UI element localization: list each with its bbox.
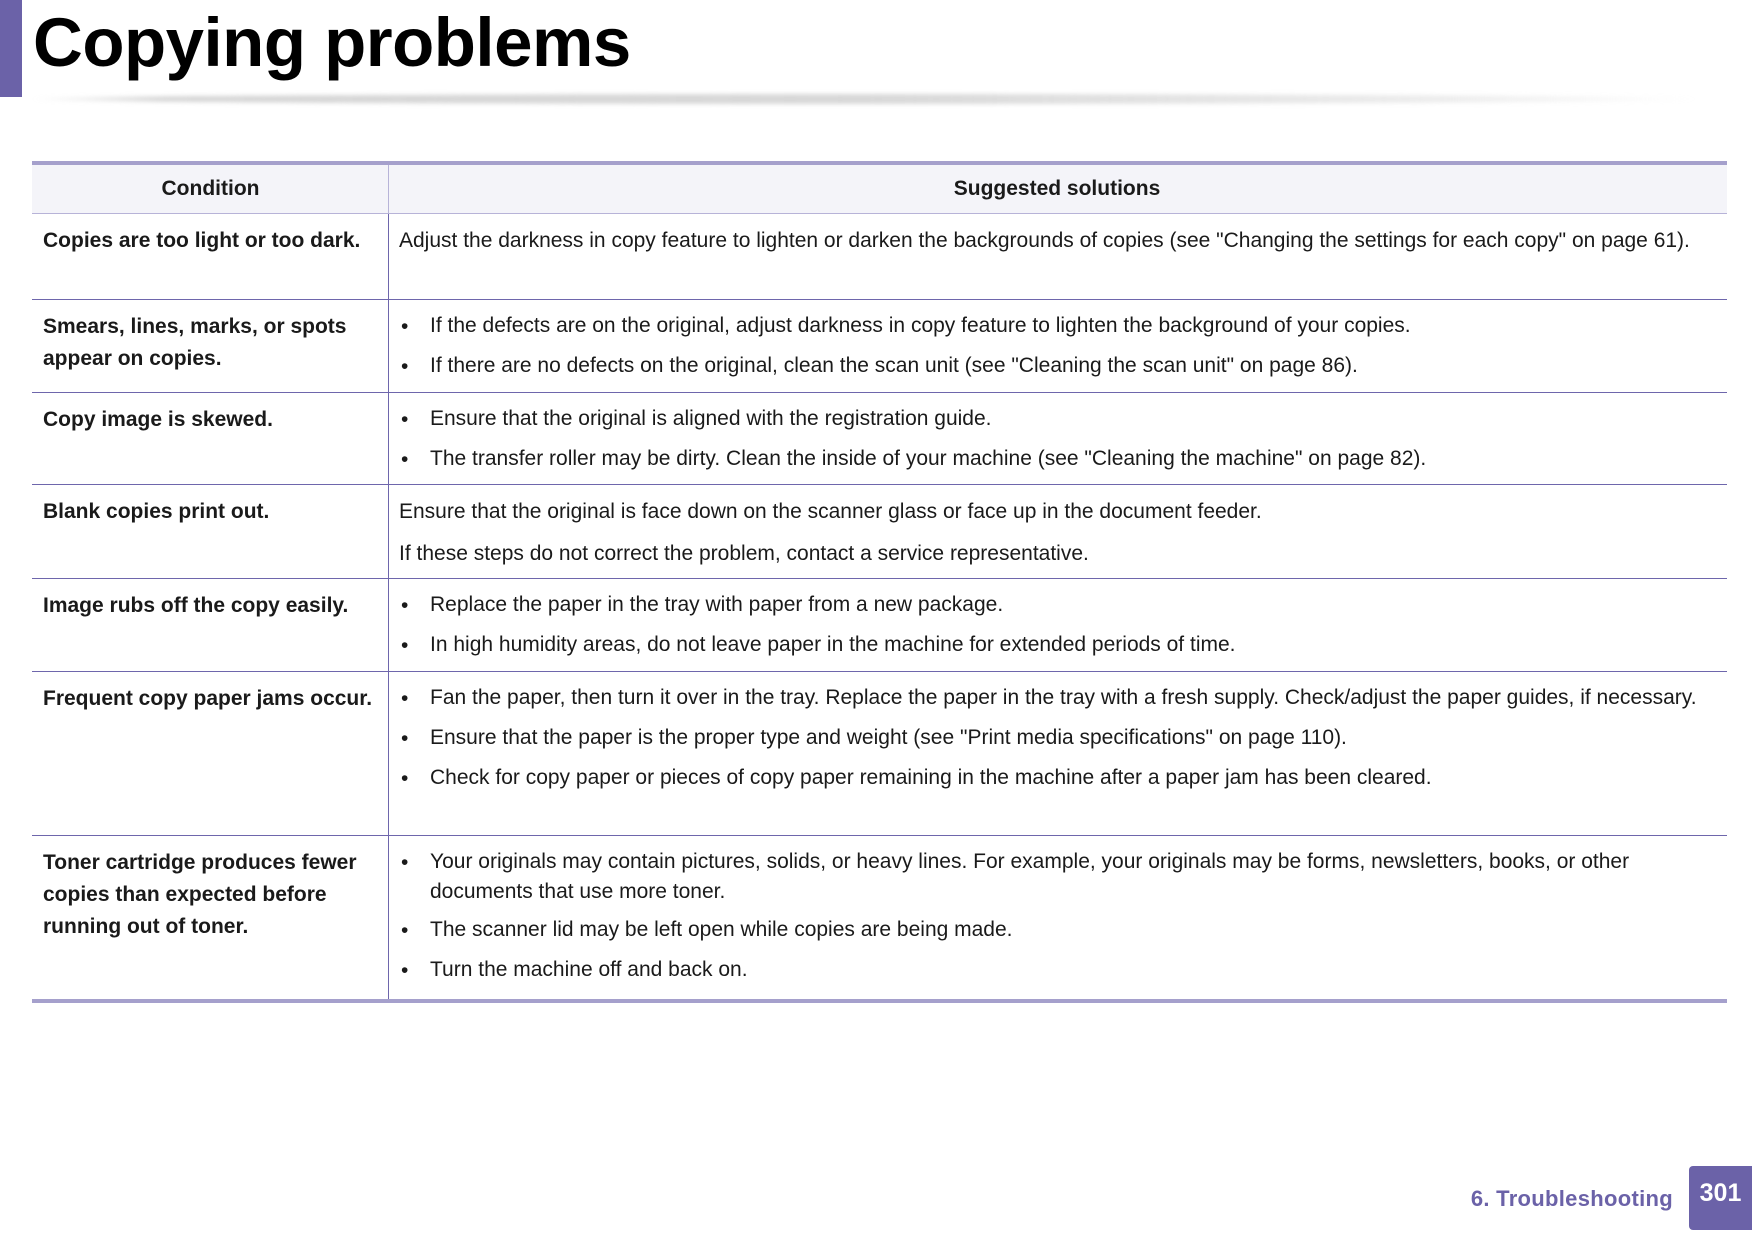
solution-cell xyxy=(389,836,1727,999)
solution-bullet: • Turn the machine off and back on. xyxy=(399,955,1715,987)
bullet-icon: • xyxy=(401,727,409,750)
solution-bullet: • Check for copy paper or pieces of copy paper remaining in the machine after a paper jam has been cleared. xyxy=(399,763,1715,795)
solution-cell xyxy=(389,672,1727,835)
table-row xyxy=(32,214,1727,299)
condition-cell: Copy image is skewed. xyxy=(32,393,389,484)
header-condition: Condition xyxy=(32,165,389,213)
solution-bullet: • The transfer roller may be dirty. Clean the inside of your machine (see "Cleaning the machine" on page 82). xyxy=(399,444,1715,476)
solution-cell xyxy=(389,300,1727,392)
table-row xyxy=(32,392,1727,484)
solution-cell xyxy=(389,485,1727,578)
solution-bullet: • Ensure that the paper is the proper type and weight (see "Print media specifications" on page 110). xyxy=(399,723,1715,755)
page-number-badge: 301 xyxy=(1689,1166,1752,1230)
bullet-icon: • xyxy=(401,448,409,471)
condition-cell: Frequent copy paper jams occur. xyxy=(32,672,389,835)
solution-paragraph: If these steps do not correct the problem, contact a service representative. xyxy=(399,542,1089,565)
bullet-icon: • xyxy=(401,767,409,790)
solution-bullet: • The scanner lid may be left open while copies are being made. xyxy=(399,915,1715,947)
header-suggested-solutions: Suggested solutions xyxy=(953,177,1161,200)
condition-cell: Toner cartridge produces fewer copies than expected before running out of toner. xyxy=(32,836,389,999)
page-title: Copying problems xyxy=(33,4,631,81)
table-row xyxy=(32,484,1727,578)
title-underline-shadow xyxy=(30,94,1700,104)
bullet-icon: • xyxy=(401,959,409,982)
table-row xyxy=(32,671,1727,835)
bullet-icon: • xyxy=(401,355,409,378)
table-header-row xyxy=(32,165,1727,214)
solution-bullet: • If there are no defects on the original, clean the scan unit (see "Cleaning the scan unit" on page 86). xyxy=(399,351,1715,383)
table-row xyxy=(32,299,1727,392)
bullet-icon: • xyxy=(401,851,409,874)
solution-bullet: • If the defects are on the original, adjust darkness in copy feature to lighten the background of your copies. xyxy=(399,311,1715,343)
table-row xyxy=(32,578,1727,671)
solution-bullet: • Fan the paper, then turn it over in the tray. Replace the paper in the tray with a fresh supply. Check/adjust the paper guides, if necessary. xyxy=(399,683,1715,715)
bullet-icon: • xyxy=(401,408,409,431)
footer-chapter-label: 6. Troubleshooting xyxy=(1470,1186,1673,1211)
solution-bullet: • Ensure that the original is aligned with the registration guide. xyxy=(399,404,1715,436)
solution-cell xyxy=(389,579,1727,671)
solution-paragraph: Ensure that the original is face down on the scanner glass or face up in the document feeder. xyxy=(399,500,1262,523)
bullet-icon: • xyxy=(401,919,409,942)
bullet-icon: • xyxy=(401,687,409,710)
solution-paragraph: Adjust the darkness in copy feature to lighten or darken the backgrounds of copies (see "Changing the settings for each copy" on page 61). xyxy=(399,229,1690,252)
solution-cell xyxy=(389,393,1727,484)
copying-problems-table xyxy=(32,161,1727,1003)
solution-cell xyxy=(389,214,1727,299)
solution-bullet: • Replace the paper in the tray with paper from a new package. xyxy=(399,590,1715,622)
solution-bullet: • In high humidity areas, do not leave paper in the machine for extended periods of time. xyxy=(399,630,1715,662)
bullet-icon: • xyxy=(401,315,409,338)
table-row xyxy=(32,835,1727,999)
condition-cell: Image rubs off the copy easily. xyxy=(32,579,389,671)
condition-cell: Copies are too light or too dark. xyxy=(32,214,389,299)
bullet-icon: • xyxy=(401,634,409,657)
solution-bullet: • Your originals may contain pictures, solids, or heavy lines. For example, your originals may be forms, newsletters, books, or other documents that use more toner. xyxy=(399,847,1715,907)
title-accent-bar xyxy=(0,0,22,97)
bullet-icon: • xyxy=(401,594,409,617)
condition-cell: Blank copies print out. xyxy=(32,485,389,578)
condition-cell: Smears, lines, marks, or spots appear on copies. xyxy=(32,300,389,392)
